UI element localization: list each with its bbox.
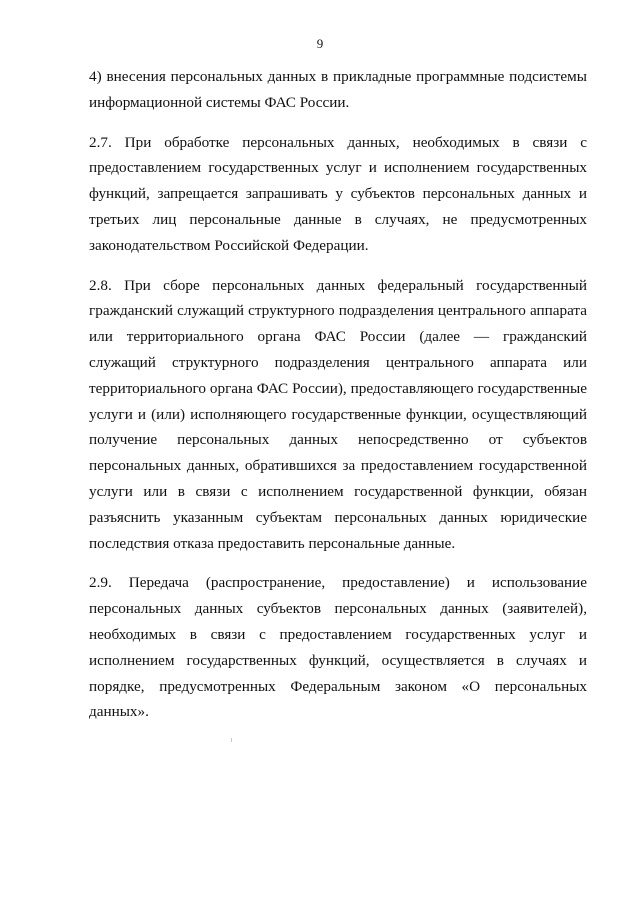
page-number: 9 bbox=[316, 36, 324, 51]
document-body bbox=[89, 64, 587, 725]
paragraph-2-9: 2.9. Передача (распространение, предоставление) и использование персональных данных субъектов персональных данных (заявителей), необходимых в связи с предоставлением государственных услуг и исполнением государственных функций, осуществляется в случаях и порядке, предусмотренных Федеральным законом «О персональных данных». bbox=[89, 574, 587, 721]
scan-speck bbox=[231, 738, 232, 742]
paragraph-2-8: 2.8. При сборе персональных данных федеральный государственный гражданский служащий структурного подразделения центрального аппарата или территориального органа ФАС России (далее — гражданский служащий структурного подразделения центрального аппарата или территориального органа ФАС России), предоставляющего государственные услуги и (или) исполняющего государственные функции, осуществляющий получение персональных данных непосредственно от субъектов персональных данных, обратившихся за предоставлением государственной услуги или в связи с исполнением государственной функции, обязан разъяснить указанным субъектам персональных данных юридические последствия отказа предоставить персональные данные. bbox=[89, 276, 587, 552]
paragraph-item-4: 4) внесения персональных данных в прикладные программные подсистемы информационной системы ФАС России. bbox=[89, 68, 587, 111]
paragraph-2-7: 2.7. При обработке персональных данных, необходимых в связи с предоставлением государственных услуг и исполнением государственных функций, запрещается запрашивать у субъектов персональных данных и третьих лиц персональные данные в случаях, не предусмотренных законодательством Российской Федерации. bbox=[89, 133, 587, 254]
